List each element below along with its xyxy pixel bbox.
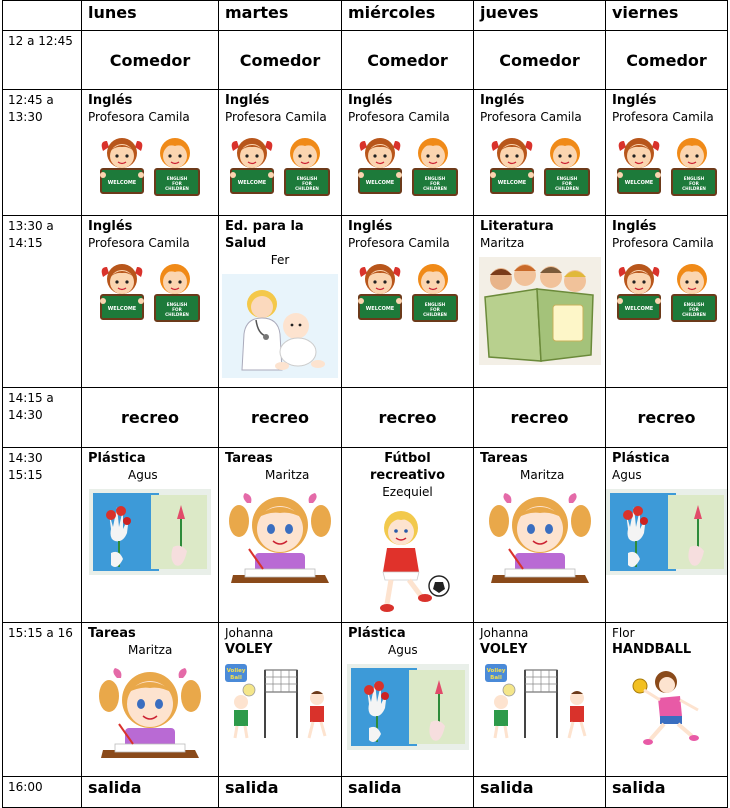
teacher-name: Ezequiel [382, 485, 433, 499]
svg-text:CHILDREN: CHILDREN [422, 312, 447, 317]
time-slot-label: 16:00 [3, 777, 82, 808]
time-slot-label: 15:15 a 16 [3, 623, 82, 777]
svg-text:FOR: FOR [429, 181, 440, 186]
svg-text:ENGLISH: ENGLISH [166, 302, 188, 307]
svg-text:FOR: FOR [302, 181, 312, 186]
class-cell-lunes [82, 216, 219, 388]
day-header-viernes: viernes [606, 1, 728, 31]
salida-cell-miercoles: salida [342, 777, 474, 808]
subject-label: Inglés [225, 93, 270, 108]
schedule-row [3, 388, 728, 448]
schedule-row [3, 777, 728, 808]
class-cell-martes [219, 623, 342, 777]
svg-text:WELCOME: WELCOME [365, 306, 394, 312]
svg-text:WELCOME: WELCOME [365, 180, 394, 186]
subject-label: Tareas [480, 451, 528, 466]
recreo-cell-jueves: recreo [474, 388, 606, 448]
corner-cell [3, 1, 82, 31]
teacher-name: Profesora Camila [612, 236, 714, 250]
subject-label: Plástica [348, 626, 406, 641]
class-cell-viernes [606, 90, 728, 216]
english-kids-icon [219, 135, 341, 201]
class-cell-martes [219, 90, 342, 216]
english-kids-icon [82, 135, 218, 201]
subject-label: HANDBALL [612, 642, 692, 657]
teacher-name: Fer [270, 253, 290, 267]
subject-label: Inglés [612, 219, 657, 234]
svg-text:WELCOME: WELCOME [107, 306, 137, 312]
svg-text:Ball: Ball [489, 675, 502, 681]
class-cell-jueves [474, 216, 606, 388]
recreo-cell-lunes: recreo [82, 388, 219, 448]
teacher-name: Profesora Camila [88, 236, 190, 250]
volleyball-kids-icon [474, 664, 605, 746]
teacher-name: Agus [612, 468, 642, 482]
handprint-flowers-icon [606, 489, 727, 579]
girl-writing-icon [82, 664, 218, 766]
time-slot-label: 12 a 12:45 [3, 31, 82, 90]
recreo-cell-viernes: recreo [606, 388, 728, 448]
salida-cell-lunes: salida [82, 777, 219, 808]
svg-text:WELCOME: WELCOME [237, 180, 267, 186]
teacher-name: Profesora Camila [225, 110, 327, 124]
svg-text:WELCOME: WELCOME [624, 180, 653, 186]
recreo-cell-miercoles: recreo [342, 388, 474, 448]
teacher-name: Johanna [225, 626, 274, 640]
class-cell-miercoles [342, 216, 474, 388]
english-kids-icon [606, 261, 727, 327]
boy-soccer-icon [342, 506, 473, 622]
volleyball-kids-icon [219, 664, 341, 746]
salida-cell-martes: salida [219, 777, 342, 808]
comedor-cell-martes: Comedor [219, 31, 342, 90]
svg-text:WELCOME: WELCOME [497, 180, 526, 186]
time-slot-label: 12:45 a 13:30 [3, 90, 82, 216]
time-slot-label: 14:30 15:15 [3, 448, 82, 623]
svg-text:FOR: FOR [429, 307, 440, 312]
subject-label: Inglés [348, 219, 393, 234]
time-slot-label: 14:15 a 14:30 [3, 388, 82, 448]
svg-text:WELCOME: WELCOME [624, 306, 653, 312]
svg-text:ENGLISH: ENGLISH [556, 176, 577, 181]
english-kids-icon [342, 135, 473, 201]
handprint-flowers-icon [82, 489, 218, 579]
recreo-cell-martes: recreo [219, 388, 342, 448]
class-cell-miercoles [342, 90, 474, 216]
svg-text:CHILDREN: CHILDREN [422, 186, 447, 191]
subject-label: Inglés [88, 219, 133, 234]
class-cell-viernes [606, 216, 728, 388]
comedor-cell-miercoles: Comedor [342, 31, 474, 90]
header-row [3, 1, 728, 31]
svg-text:WELCOME: WELCOME [107, 180, 137, 186]
teacher-name: Profesora Camila [88, 110, 190, 124]
teacher-name: Maritza [128, 643, 173, 657]
subject-label: Fútbol recreativo [369, 451, 445, 483]
teacher-name: Profesora Camila [348, 110, 450, 124]
subject-label: Inglés [612, 93, 657, 108]
day-header-lunes: lunes [82, 1, 219, 31]
handball-girl-icon [606, 664, 727, 754]
svg-text:ENGLISH: ENGLISH [424, 176, 445, 181]
schedule-row [3, 31, 728, 90]
class-cell-martes [219, 448, 342, 623]
svg-text:CHILDREN: CHILDREN [165, 312, 189, 317]
schedule-row [3, 448, 728, 623]
svg-text:CHILDREN: CHILDREN [554, 186, 579, 191]
svg-text:FOR: FOR [561, 181, 572, 186]
svg-text:CHILDREN: CHILDREN [681, 186, 706, 191]
subject-label: Inglés [88, 93, 133, 108]
subject-label: VOLEY [480, 642, 528, 657]
class-cell-jueves [474, 90, 606, 216]
svg-text:ENGLISH: ENGLISH [424, 302, 445, 307]
teacher-name: Flor [612, 626, 635, 640]
comedor-cell-jueves: Comedor [474, 31, 606, 90]
doctor-baby-icon [219, 274, 341, 382]
class-cell-miercoles [342, 448, 474, 623]
teacher-name: Agus [388, 643, 418, 657]
comedor-cell-viernes: Comedor [606, 31, 728, 90]
class-cell-martes [219, 216, 342, 388]
english-kids-icon [342, 261, 473, 327]
english-kids-icon [606, 135, 727, 201]
svg-text:Volley: Volley [486, 668, 505, 674]
girl-writing-icon [219, 489, 341, 591]
day-header-martes: martes [219, 1, 342, 31]
schedule-row [3, 216, 728, 388]
svg-text:FOR: FOR [688, 307, 699, 312]
teacher-name: Agus [128, 468, 158, 482]
teacher-name: Profesora Camila [348, 236, 450, 250]
subject-label: Inglés [348, 93, 393, 108]
salida-cell-jueves: salida [474, 777, 606, 808]
salida-cell-viernes: salida [606, 777, 728, 808]
comedor-cell-lunes: Comedor [82, 31, 219, 90]
kids-reading-book-icon [474, 257, 605, 369]
teacher-name: Profesora Camila [480, 110, 582, 124]
subject-label: Literatura [480, 219, 554, 234]
english-kids-icon [82, 261, 218, 327]
teacher-name: Johanna [480, 626, 529, 640]
class-cell-lunes [82, 448, 219, 623]
svg-text:FOR: FOR [688, 181, 699, 186]
subject-label: Ed. para la Salud [225, 219, 304, 251]
svg-text:CHILDREN: CHILDREN [295, 186, 319, 191]
day-header-miercoles: miércoles [342, 1, 474, 31]
schedule-row [3, 623, 728, 777]
schedule-row [3, 90, 728, 216]
teacher-name: Maritza [520, 468, 565, 482]
english-kids-icon [474, 135, 605, 201]
svg-text:FOR: FOR [172, 307, 182, 312]
subject-label: VOLEY [225, 642, 273, 657]
class-cell-lunes [82, 623, 219, 777]
svg-text:CHILDREN: CHILDREN [681, 312, 706, 317]
time-slot-label: 13:30 a 14:15 [3, 216, 82, 388]
girl-writing-icon [474, 489, 605, 591]
schedule-body [3, 31, 728, 808]
subject-label: Plástica [612, 451, 670, 466]
svg-text:Ball: Ball [230, 675, 242, 681]
subject-label: Tareas [225, 451, 273, 466]
class-cell-jueves [474, 448, 606, 623]
svg-text:Volley: Volley [226, 668, 246, 674]
subject-label: Tareas [88, 626, 136, 641]
handprint-flowers-icon [342, 664, 473, 754]
svg-text:ENGLISH: ENGLISH [683, 302, 704, 307]
class-cell-lunes [82, 90, 219, 216]
svg-text:FOR: FOR [172, 181, 182, 186]
teacher-name: Profesora Camila [612, 110, 714, 124]
class-cell-viernes [606, 623, 728, 777]
teacher-name: Maritza [480, 236, 525, 250]
svg-text:ENGLISH: ENGLISH [683, 176, 704, 181]
day-header-jueves: jueves [474, 1, 606, 31]
class-cell-jueves [474, 623, 606, 777]
subject-label: Plástica [88, 451, 146, 466]
subject-label: Inglés [480, 93, 525, 108]
teacher-name: Maritza [265, 468, 310, 482]
weekly-schedule-table [2, 0, 728, 808]
svg-text:ENGLISH: ENGLISH [296, 176, 318, 181]
svg-text:CHILDREN: CHILDREN [165, 186, 189, 191]
class-cell-viernes [606, 448, 728, 623]
class-cell-miercoles [342, 623, 474, 777]
svg-text:ENGLISH: ENGLISH [166, 176, 188, 181]
